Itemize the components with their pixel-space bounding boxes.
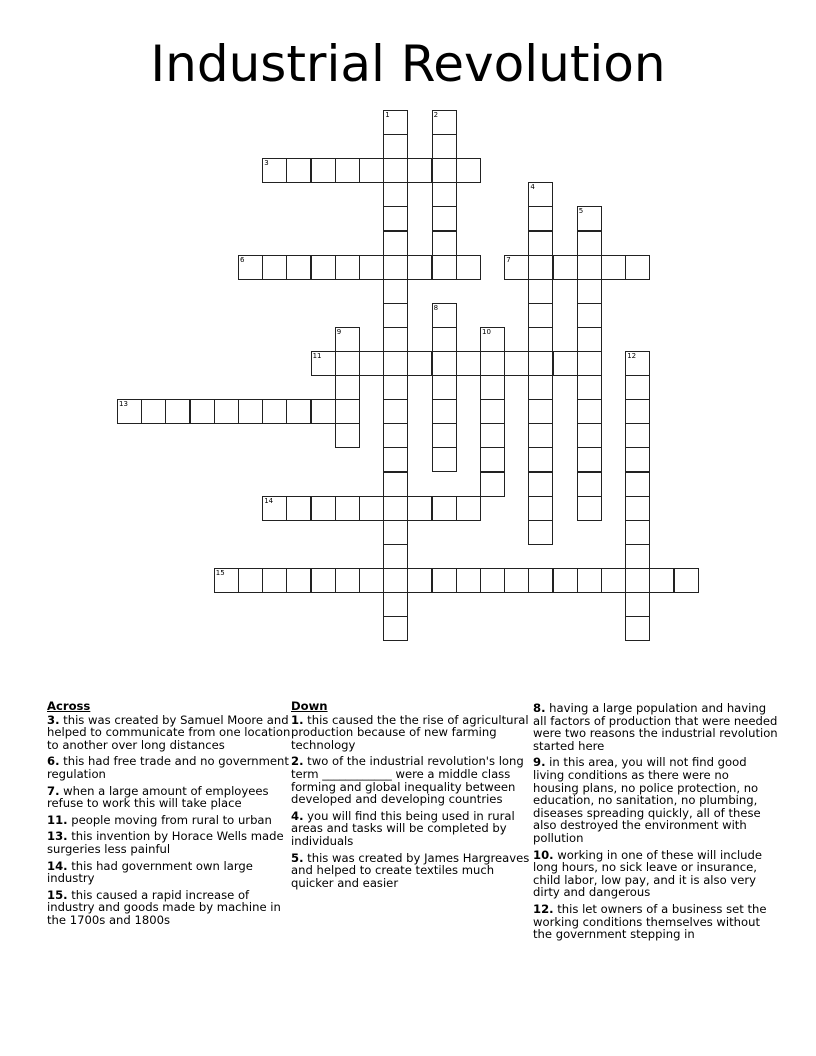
clue-down bbox=[533, 756, 778, 844]
grid-cell[interactable] bbox=[625, 544, 650, 569]
grid-cell[interactable] bbox=[407, 255, 432, 280]
clue-number: 5. bbox=[291, 850, 304, 865]
grid-cell[interactable] bbox=[383, 134, 408, 159]
clue-text: this was created by Samuel Moore and helped to communicate from one location to another over long distances bbox=[47, 712, 291, 752]
grid-cell[interactable] bbox=[286, 496, 311, 521]
grid-cell[interactable] bbox=[674, 568, 699, 593]
clue-number-label: 14 bbox=[264, 496, 274, 505]
clue-number-label: 8 bbox=[433, 303, 439, 312]
clue-text: in this area, you will not find good living conditions as there were no housing plans, no police protection, no education, no sanitation, no plumbing, diseases spreading quickly, all of these also destroyed the environment with pollution bbox=[533, 755, 761, 845]
clue-down bbox=[291, 810, 536, 848]
clue-number: 13. bbox=[47, 829, 68, 844]
grid-cell[interactable] bbox=[359, 158, 384, 183]
grid-cell[interactable] bbox=[456, 158, 481, 183]
grid-cell[interactable] bbox=[335, 399, 360, 424]
grid-cell[interactable] bbox=[311, 496, 336, 521]
grid-cell[interactable] bbox=[311, 399, 336, 424]
clue-across bbox=[47, 785, 292, 810]
clue-across bbox=[47, 860, 292, 885]
clue-number: 8. bbox=[533, 701, 546, 715]
grid-cell[interactable] bbox=[432, 206, 457, 231]
grid-cell[interactable] bbox=[383, 158, 408, 183]
grid-cell[interactable] bbox=[456, 568, 481, 593]
grid-cell[interactable] bbox=[577, 303, 602, 328]
clue-text: this invention by Horace Wells made surgeries less painful bbox=[47, 829, 284, 856]
grid-cell[interactable] bbox=[335, 351, 360, 376]
clue-number-label: 3 bbox=[264, 159, 269, 168]
down-clues bbox=[291, 700, 536, 893]
grid-cell[interactable] bbox=[335, 423, 360, 448]
grid-cell[interactable] bbox=[504, 568, 529, 593]
grid-cell[interactable] bbox=[214, 399, 239, 424]
grid-cell[interactable] bbox=[286, 568, 311, 593]
grid-cell[interactable] bbox=[649, 568, 674, 593]
grid-cell[interactable] bbox=[383, 206, 408, 231]
grid-cell[interactable] bbox=[528, 279, 553, 304]
clue-across bbox=[47, 714, 292, 752]
clue-number: 4. bbox=[291, 808, 304, 823]
grid-cell[interactable] bbox=[407, 568, 432, 593]
grid-cell[interactable] bbox=[432, 231, 457, 256]
clue-number-label: 11 bbox=[312, 352, 322, 360]
grid-cell[interactable] bbox=[383, 568, 408, 593]
grid-cell[interactable] bbox=[480, 399, 505, 424]
grid-cell[interactable] bbox=[286, 255, 311, 280]
grid-cell[interactable] bbox=[528, 399, 553, 424]
grid-cell[interactable] bbox=[432, 182, 457, 207]
grid-cell[interactable] bbox=[262, 496, 287, 521]
grid-cell[interactable] bbox=[480, 351, 505, 376]
grid-cell[interactable] bbox=[480, 472, 505, 497]
grid-cell[interactable] bbox=[432, 375, 457, 400]
grid-cell[interactable] bbox=[359, 496, 384, 521]
grid-cell[interactable] bbox=[480, 423, 505, 448]
grid-cell[interactable] bbox=[407, 158, 432, 183]
grid-cell[interactable] bbox=[528, 375, 553, 400]
grid-cell[interactable] bbox=[214, 568, 239, 593]
clue-number: 1. bbox=[291, 712, 304, 727]
grid-cell[interactable] bbox=[238, 568, 263, 593]
clue-text: this had free trade and no government regulation bbox=[47, 754, 289, 781]
grid-cell[interactable] bbox=[262, 399, 287, 424]
clue-number: 6. bbox=[47, 754, 60, 769]
clue-text: this was created by James Hargreaves and helped to create textiles much quicker and easier bbox=[291, 850, 530, 890]
grid-cell[interactable] bbox=[359, 351, 384, 376]
grid-cell[interactable] bbox=[480, 568, 505, 593]
grid-cell[interactable] bbox=[625, 375, 650, 400]
grid-cell[interactable] bbox=[190, 399, 215, 424]
grid-cell[interactable] bbox=[577, 327, 602, 352]
grid-cell[interactable] bbox=[528, 231, 553, 256]
clue-across bbox=[47, 889, 292, 927]
grid-cell[interactable] bbox=[432, 568, 457, 593]
grid-cell[interactable] bbox=[383, 496, 408, 521]
grid-cell[interactable] bbox=[577, 423, 602, 448]
grid-cell[interactable] bbox=[311, 255, 336, 280]
grid-cell[interactable] bbox=[286, 158, 311, 183]
grid-cell[interactable] bbox=[432, 110, 457, 135]
grid-cell[interactable] bbox=[577, 206, 602, 231]
clue-number-label: 7 bbox=[506, 255, 511, 264]
grid-cell[interactable] bbox=[577, 399, 602, 424]
grid-cell[interactable] bbox=[141, 399, 166, 424]
clue-number: 11. bbox=[47, 812, 68, 827]
clue-text: this caused a rapid increase of industry and goods made by machine in the 1700s and 1800s bbox=[47, 887, 281, 927]
grid-cell[interactable] bbox=[625, 472, 650, 497]
clue-number: 12. bbox=[533, 901, 554, 916]
clue-text: when a large amount of employees refuse to work this will take place bbox=[47, 783, 269, 811]
grid-cell[interactable] bbox=[504, 255, 529, 280]
grid-cell[interactable] bbox=[528, 327, 553, 352]
grid-cell[interactable] bbox=[456, 255, 481, 280]
grid-cell[interactable] bbox=[262, 255, 287, 280]
grid-cell[interactable] bbox=[311, 351, 336, 376]
grid-cell[interactable] bbox=[383, 616, 408, 641]
grid-cell[interactable] bbox=[577, 472, 602, 497]
clue-number-label: 13 bbox=[119, 400, 128, 409]
grid-cell[interactable] bbox=[432, 303, 457, 328]
grid-cell[interactable] bbox=[625, 496, 650, 521]
grid-cell[interactable] bbox=[335, 496, 360, 521]
grid-cell[interactable] bbox=[480, 447, 505, 472]
across-clues bbox=[47, 700, 292, 931]
clue-text: two of the industrial revolution's long term ____________ were a middle class forming and global inequality between developed and developing countries bbox=[291, 754, 524, 807]
grid-cell[interactable] bbox=[262, 568, 287, 593]
clue-number: 3. bbox=[47, 712, 60, 727]
clue-text: having a large population and having all factors of production that were needed were two reasons the industrial revolution started here bbox=[533, 701, 778, 753]
clue-down bbox=[291, 852, 536, 890]
grid-cell[interactable] bbox=[238, 399, 263, 424]
grid-cell[interactable] bbox=[528, 303, 553, 328]
grid-cell[interactable] bbox=[625, 351, 650, 376]
grid-cell[interactable] bbox=[577, 375, 602, 400]
grid-cell[interactable] bbox=[117, 399, 142, 424]
grid-cell[interactable] bbox=[311, 158, 336, 183]
clue-number-label: 5 bbox=[578, 207, 584, 216]
grid-cell[interactable] bbox=[528, 520, 553, 545]
grid-cell[interactable] bbox=[625, 399, 650, 424]
clue-number-label: 10 bbox=[482, 327, 491, 336]
grid-cell[interactable] bbox=[383, 279, 408, 304]
across-heading: Across bbox=[47, 699, 91, 713]
grid-cell[interactable] bbox=[432, 134, 457, 159]
clue-text: this caused the the rise of agricultural production because of new farming technology bbox=[291, 712, 529, 752]
grid-cell[interactable] bbox=[383, 303, 408, 328]
grid-cell[interactable] bbox=[553, 255, 578, 280]
grid-cell[interactable] bbox=[625, 592, 650, 617]
grid-cell[interactable] bbox=[432, 255, 457, 280]
grid-cell[interactable] bbox=[577, 351, 602, 376]
grid-cell[interactable] bbox=[528, 472, 553, 497]
grid-cell[interactable] bbox=[432, 423, 457, 448]
grid-cell[interactable] bbox=[383, 399, 408, 424]
grid-cell[interactable] bbox=[528, 351, 553, 376]
grid-cell[interactable] bbox=[456, 496, 481, 521]
grid-cell[interactable] bbox=[577, 279, 602, 304]
grid-cell[interactable] bbox=[383, 375, 408, 400]
grid-cell[interactable] bbox=[383, 351, 408, 376]
grid-cell[interactable] bbox=[311, 568, 336, 593]
grid-cell[interactable] bbox=[383, 520, 408, 545]
grid-cell[interactable] bbox=[528, 496, 553, 521]
grid-cell[interactable] bbox=[625, 255, 650, 280]
clue-number-label: 2 bbox=[433, 111, 439, 119]
clue-down bbox=[533, 702, 778, 752]
clue-number: 15. bbox=[47, 887, 68, 902]
clue-number: 7. bbox=[47, 783, 60, 798]
clue-down bbox=[533, 903, 778, 941]
clue-number-label: 6 bbox=[240, 255, 245, 264]
grid-cell[interactable] bbox=[432, 327, 457, 352]
grid-cell[interactable] bbox=[262, 158, 287, 183]
grid-cell[interactable] bbox=[625, 616, 650, 641]
grid-cell[interactable] bbox=[528, 568, 553, 593]
down-clues-continued bbox=[533, 702, 778, 945]
clue-number-label: 15 bbox=[215, 568, 225, 577]
grid-cell[interactable] bbox=[383, 423, 408, 448]
clue-number-label: 4 bbox=[530, 183, 535, 192]
grid-cell[interactable] bbox=[625, 447, 650, 472]
grid-cell[interactable] bbox=[383, 110, 408, 135]
grid-cell[interactable] bbox=[359, 255, 384, 280]
grid-cell[interactable] bbox=[480, 375, 505, 400]
grid-cell[interactable] bbox=[577, 496, 602, 521]
grid-cell[interactable] bbox=[383, 327, 408, 352]
grid-cell[interactable] bbox=[577, 447, 602, 472]
grid-cell[interactable] bbox=[553, 351, 578, 376]
clue-number: 14. bbox=[47, 858, 68, 873]
grid-cell[interactable] bbox=[577, 231, 602, 256]
clue-number-label: 12 bbox=[627, 352, 637, 360]
clue-text: people moving from rural to urban bbox=[71, 812, 272, 827]
grid-cell[interactable] bbox=[432, 496, 457, 521]
grid-cell[interactable] bbox=[383, 182, 408, 207]
grid-cell[interactable] bbox=[286, 399, 311, 424]
clue-number-label: 9 bbox=[336, 327, 342, 336]
clue-down bbox=[291, 755, 536, 805]
grid-cell[interactable] bbox=[383, 447, 408, 472]
grid-cell[interactable] bbox=[625, 568, 650, 593]
grid-cell[interactable] bbox=[601, 568, 626, 593]
grid-cell[interactable] bbox=[407, 351, 432, 376]
grid-cell[interactable] bbox=[504, 351, 529, 376]
grid-cell[interactable] bbox=[335, 327, 360, 352]
grid-cell[interactable] bbox=[407, 496, 432, 521]
grid-cell[interactable] bbox=[480, 327, 505, 352]
grid-cell[interactable] bbox=[456, 351, 481, 376]
grid-cell[interactable] bbox=[335, 375, 360, 400]
clue-across bbox=[47, 830, 292, 855]
grid-cell[interactable] bbox=[432, 158, 457, 183]
grid-cell[interactable] bbox=[383, 472, 408, 497]
grid-cell[interactable] bbox=[528, 423, 553, 448]
grid-cell[interactable] bbox=[335, 255, 360, 280]
grid-cell[interactable] bbox=[335, 158, 360, 183]
grid-cell[interactable] bbox=[238, 255, 263, 280]
grid-cell[interactable] bbox=[432, 399, 457, 424]
grid-cell[interactable] bbox=[383, 255, 408, 280]
grid-cell[interactable] bbox=[528, 255, 553, 280]
grid-cell[interactable] bbox=[528, 182, 553, 207]
clue-number: 10. bbox=[533, 847, 554, 862]
clue-text: working in one of these will include long hours, no sick leave or insurance, child labor, low pay, and it is also very dirty and dangerous bbox=[533, 847, 762, 900]
grid-cell[interactable] bbox=[359, 568, 384, 593]
grid-cell[interactable] bbox=[335, 568, 360, 593]
grid-cell[interactable] bbox=[383, 231, 408, 256]
grid-cell[interactable] bbox=[553, 568, 578, 593]
grid-cell[interactable] bbox=[577, 568, 602, 593]
clue-text: you will find this being used in rural areas and tasks will be completed by individuals bbox=[291, 808, 515, 848]
grid-cell[interactable] bbox=[165, 399, 190, 424]
clue-number-label: 1 bbox=[385, 111, 390, 119]
clue-number: 2. bbox=[291, 754, 304, 769]
grid-cell[interactable] bbox=[383, 544, 408, 569]
grid-cell[interactable] bbox=[625, 423, 650, 448]
puzzle-title: Industrial Revolution bbox=[150, 35, 666, 93]
grid-cell[interactable] bbox=[432, 447, 457, 472]
clue-down bbox=[533, 849, 778, 899]
grid-cell[interactable] bbox=[577, 255, 602, 280]
grid-cell[interactable] bbox=[601, 255, 626, 280]
clue-down bbox=[291, 714, 536, 752]
grid-cell[interactable] bbox=[383, 592, 408, 617]
grid-cell[interactable] bbox=[528, 206, 553, 231]
clue-text: this let owners of a business set the working conditions themselves without the government stepping in bbox=[533, 901, 767, 942]
grid-cell[interactable] bbox=[528, 447, 553, 472]
clue-across bbox=[47, 814, 292, 827]
clue-across bbox=[47, 755, 292, 780]
grid-cell[interactable] bbox=[432, 351, 457, 376]
down-heading: Down bbox=[291, 699, 328, 713]
clue-number: 9. bbox=[533, 755, 546, 770]
grid-cell[interactable] bbox=[625, 520, 650, 545]
clue-text: this had government own large industry bbox=[47, 858, 253, 886]
